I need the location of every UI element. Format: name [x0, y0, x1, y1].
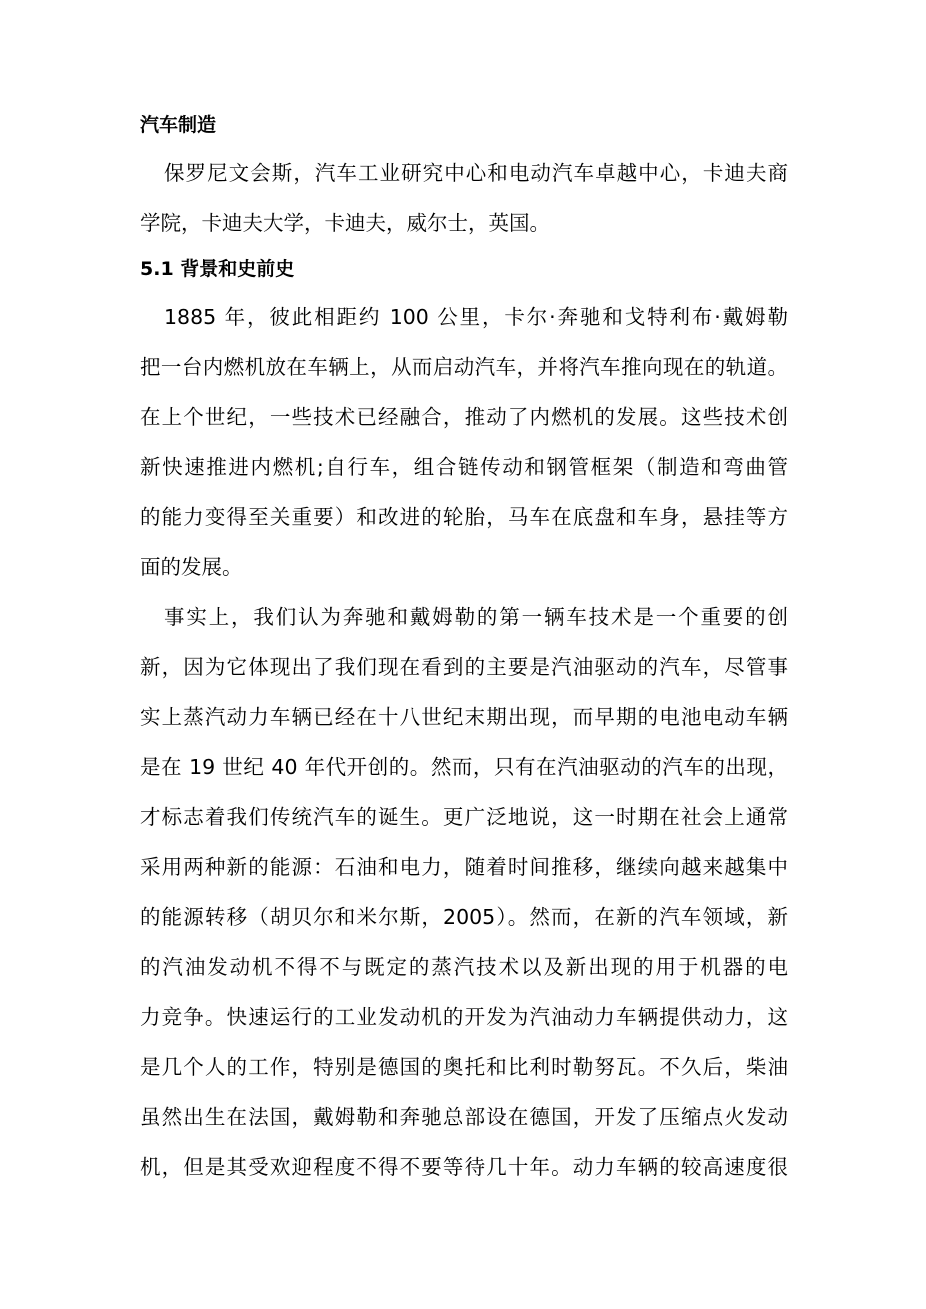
document-page	[140, 112, 788, 1192]
paragraph-1-line: 把一台内燃机放在车辆上，从而启动汽车，并将汽车推向现在的轨道。	[140, 355, 788, 379]
paragraph-2-line: 的汽油发动机不得不与既定的蒸汽技术以及新出现的用于机器的电	[140, 955, 788, 979]
section-heading: 5.1 背景和史前史	[140, 258, 295, 280]
paragraph-2-line: 才标志着我们传统汽车的诞生。更广泛地说，这一时期在社会上通常	[140, 805, 788, 829]
paragraph-2-line: 采用两种新的能源：石油和电力，随着时间推移，继续向越来越集中	[140, 855, 788, 879]
paragraph-2-line: 虽然出生在法国，戴姆勒和奔驰总部设在德国，开发了压缩点火发动	[140, 1105, 788, 1129]
paragraph-2-line: 事实上，我们认为奔驰和戴姆勒的第一辆车技术是一个重要的创	[164, 605, 788, 629]
paragraph-1-line: 的能力变得至关重要）和改进的轮胎，马车在底盘和车身，悬挂等方	[140, 505, 788, 529]
paragraph-2	[140, 592, 788, 1192]
paragraph-1	[140, 292, 788, 592]
paragraph-2-line: 新，因为它体现出了我们现在看到的主要是汽油驱动的汽车，尽管事	[140, 655, 788, 679]
paragraph-1-line: 面的发展。	[140, 555, 243, 579]
paragraph-1-line: 新快速推进内燃机;自行车，组合链传动和钢管框架（制造和弯曲管	[140, 455, 788, 479]
paragraph-2-line: 力竞争。快速运行的工业发动机的开发为汽油动力车辆提供动力，这	[140, 1005, 788, 1029]
paragraph-2-line: 是在 19 世纪 40 年代开创的。然而，只有在汽油驱动的汽车的出现，	[140, 755, 788, 779]
paragraph-1-line: 1885 年，彼此相距约 100 公里，卡尔·奔驰和戈特利布·戴姆勒	[164, 305, 788, 329]
paragraph-2-line: 机，但是其受欢迎程度不得不要等待几十年。动力车辆的较高速度很	[140, 1155, 788, 1179]
author-line-2: 学院，卡迪夫大学，卡迪夫，威尔士，英国。	[140, 211, 550, 235]
paragraph-1-line: 在上个世纪，一些技术已经融合，推动了内燃机的发展。这些技术创	[140, 405, 788, 429]
paragraph-2-line: 的能源转移（胡贝尔和米尔斯，2005）。然而，在新的汽车领域，新	[140, 905, 788, 929]
author-affiliation	[140, 148, 788, 248]
document-title: 汽车制造	[140, 114, 217, 136]
paragraph-2-line: 实上蒸汽动力车辆已经在十八世纪末期出现，而早期的电池电动车辆	[140, 705, 788, 729]
paragraph-2-line: 是几个人的工作，特别是德国的奥托和比利时勒努瓦。不久后，柴油	[140, 1055, 788, 1079]
author-line-1: 保罗尼文会斯，汽车工业研究中心和电动汽车卓越中心，卡迪夫商	[164, 161, 788, 185]
